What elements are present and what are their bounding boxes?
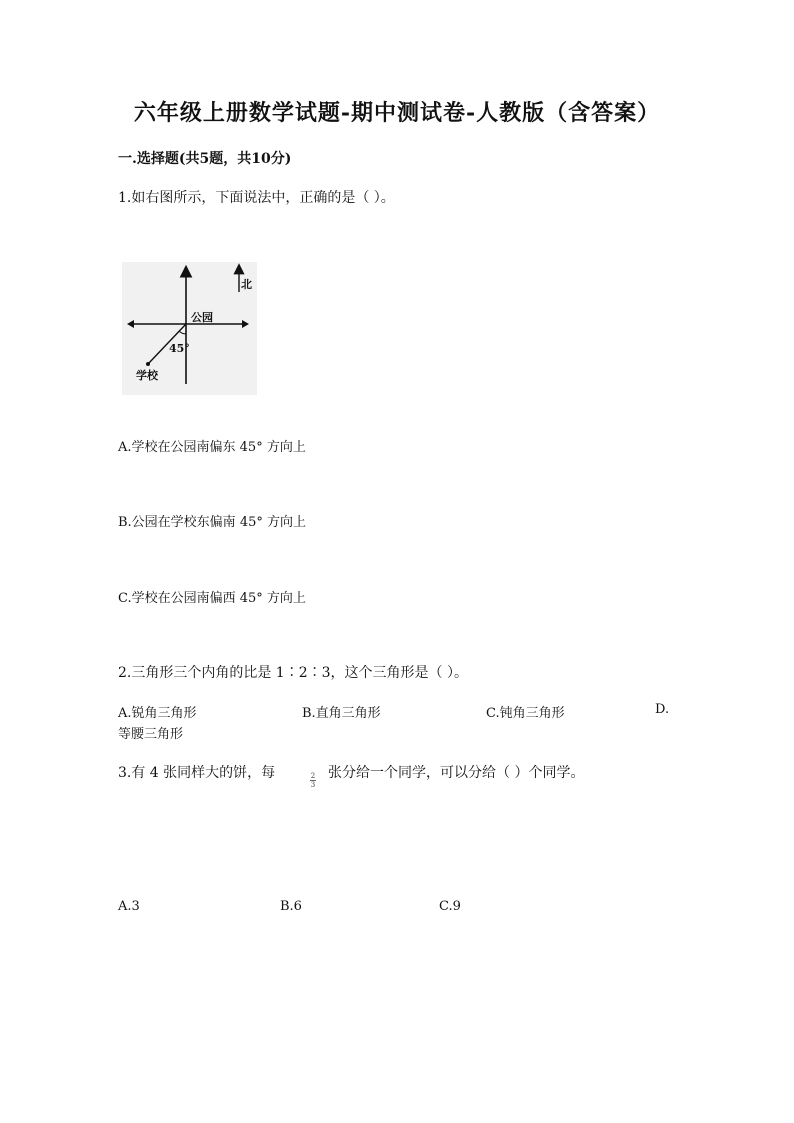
question-2-option-b: B.直角三角形 (302, 706, 381, 721)
fraction-denominator: 3 (310, 781, 316, 789)
question-2-option-c: C.钝角三角形 (486, 706, 565, 721)
question-3-stem-after: 张分给一个同学，可以分给（ ）个同学。 (328, 765, 585, 781)
question-2-option-a: A.锐角三角形 (118, 706, 197, 721)
section-heading: 一.选择题(共5题，共10分) (118, 151, 292, 167)
question-1-stem: 1.如右图所示，下面说法中，正确的是（ ）。 (118, 190, 395, 206)
school-point (146, 362, 150, 366)
park-label: 公园 (191, 311, 213, 324)
west-arrow-head (127, 320, 134, 328)
page-title: 六年级上册数学试题-期中测试卷-人教版（含答案） (133, 100, 661, 126)
question-2-stem: 2.三角形三个内角的比是 1∶2∶3，这个三角形是（ ）。 (118, 665, 468, 681)
question-1-option-c: C.学校在公园南偏西 45° 方向上 (118, 591, 306, 606)
direction-diagram-svg (122, 262, 257, 395)
question-1-option-a: A.学校在公园南偏东 45° 方向上 (118, 440, 306, 455)
fraction-two-thirds (308, 772, 318, 789)
fraction-numerator: 2 (310, 772, 316, 780)
question-2-option-d: D. (655, 702, 670, 717)
angle-label: 45° (169, 342, 190, 355)
question-3-option-b: B.6 (280, 899, 302, 914)
question-2-option-d-text: 等腰三角形 (118, 727, 184, 742)
direction-diagram (122, 262, 257, 395)
question-3-stem-before: 3.有 4 张同样大的饼，每 (118, 765, 276, 781)
north-label: 北 (241, 278, 252, 291)
question-1-option-b: B.公园在学校东偏南 45° 方向上 (118, 515, 306, 530)
question-3-option-a: A.3 (118, 899, 140, 914)
question-3-option-c: C.9 (439, 899, 461, 914)
school-label: 学校 (136, 369, 158, 382)
angle-arc (179, 331, 186, 334)
east-arrow-head (242, 320, 249, 328)
